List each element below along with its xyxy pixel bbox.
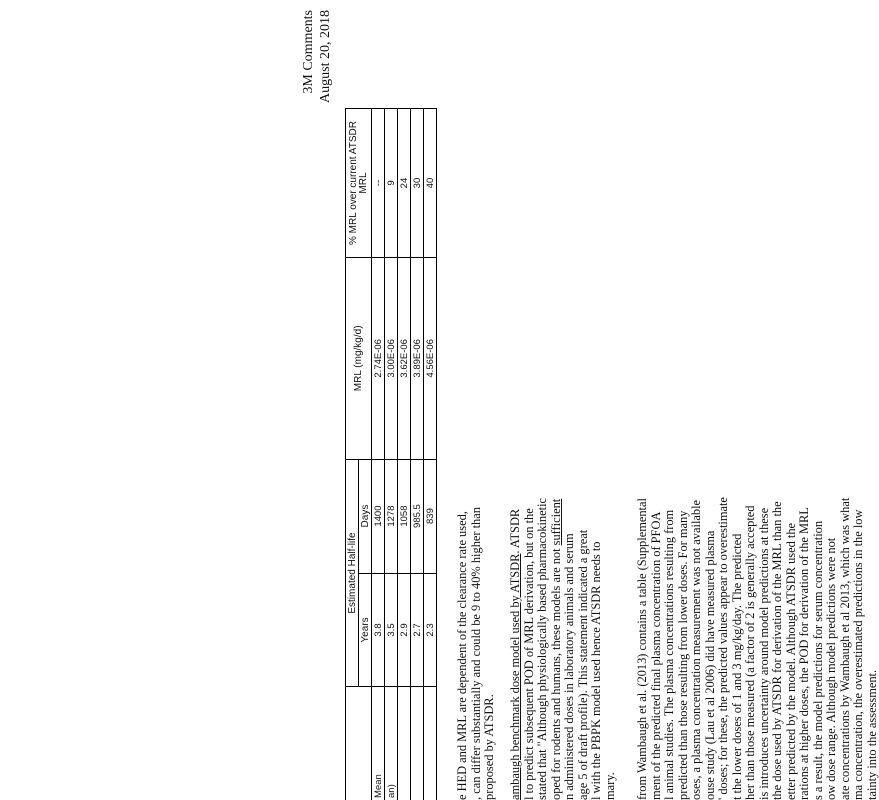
text-line: oses, a plasma concentration measurement was not available [689,499,703,800]
row-label [424,687,437,800]
text-line: ow dose range. Although model predictions were not [824,537,838,800]
years-cell: 2.7 [411,573,424,687]
text-line: t the lower doses of 1 and 3 mg/kg/day. The predicted [729,533,744,800]
text-line: proposed by ATSDR. [482,694,496,800]
table-row [411,109,424,800]
years-cell: 2.9 [398,573,411,687]
row-label [411,687,424,800]
mrl-cell: 3.62E-06 [398,258,411,460]
text-line: ma concentration, the overestimated predictions in the low [851,509,865,800]
text-line: ' doses; for these, the predicted values appear to overestimate [716,497,730,800]
text-span: . ATSDR [508,508,522,554]
years-cell: 2.3 [424,573,437,687]
text-line: mary. [602,772,617,800]
days-cell: 1400 [372,459,385,573]
pct-cell: 30 [411,109,424,258]
mrl-cell: 2.74E-06 [372,258,385,460]
text-line: e HED and MRL are dependent of the clearance rate used, [455,511,469,800]
header-title: 3M Comments [301,10,316,94]
pct-cell: 40 [424,109,437,258]
years-column-header: Years [359,573,372,687]
text-line: etter predicted by the model. Although ATSDR used the [783,522,798,800]
text-line: s a result, the model predictions for serum concentration [810,520,825,800]
mrl-cell: 3.00E-06 [385,258,398,460]
text-span: oped for rodents and humans, these models are not [548,545,563,800]
text-line: l with the PBPK model used hence ATSDR needs to [589,541,603,800]
text-line: stated that "Although physiologically based pharmacokinetic [535,497,549,800]
text-line [509,0,523,800]
clearance-paragraph [456,0,497,800]
table-row [385,109,398,800]
table-header-row [346,109,359,800]
text-line: predicted than those resulting from lower doses. For many [675,510,690,800]
row-label: an) [385,687,398,800]
table-row [398,109,411,800]
years-cell: 3.8 [372,573,385,687]
text-line: , can differ substantially and could be 9 to 40% higher than [468,507,483,800]
comment-header [300,10,334,170]
text-line: l animal studies. The plasma concentrations resulting from [662,509,676,800]
text-line: ate concentrations by Wambaugh et al 2013, which was what [837,497,852,800]
text-line: is introduces uncertainty around model predictions at these [756,507,771,800]
text-line: the dose used by ATSDR for derivation of the MRL than the [770,501,784,800]
pct-cell: 9 [385,109,398,258]
half-life-group-header: Estimated Half-life [346,459,359,687]
text-line: age 5 of draft profile). This statement indicated a great [575,529,590,800]
text-line: rations at higher doses, the POD for derivation of the MRL [797,507,811,800]
underlined-text: sufficient [548,498,563,546]
underlined-text: ambaugh benchmark dose model used by ATSDR [508,553,522,800]
half-life-table [345,108,437,800]
days-cell: 1278 [385,459,398,573]
days-cell: 985.5 [411,459,424,573]
years-cell: 3.5 [385,573,398,687]
mrl-cell: 3.89E-06 [411,258,424,460]
days-cell: 1058 [398,459,411,573]
text-line: l to predict subsequent POD of MRL derivation, but on the [521,508,536,800]
text-line: her than those measured (a factor of 2 is generally accepted [743,505,757,800]
table-header-blank [346,687,372,800]
days-cell: 839 [424,459,437,573]
days-column-header: Days [359,459,372,573]
text-line: ment of the predicted final plasma concentration of PFOA [648,511,663,800]
text-line: from Wambaugh et al. (2013) contains a table (Supplemental [635,498,649,800]
row-label: Mean [372,687,385,800]
pct-cell: -- [372,109,385,258]
table-row [424,109,437,800]
pbpk-paragraph [509,0,617,800]
header-date: August 20, 2018 [318,10,333,103]
mrl-cell: 4.56E-06 [424,258,437,460]
text-line [550,0,564,800]
row-label [398,687,411,800]
pct-mrl-column-header: % MRL over current ATSDR MRL [346,109,372,258]
wambaugh-paragraph [636,0,879,800]
mrl-column-header: MRL (mg/kg/d) [346,258,372,460]
table-row [372,109,385,800]
pct-cell: 24 [398,109,411,258]
text-line: n administered doses in laboratory animals and serum [562,533,576,800]
text-line: tainty into the assessment. [864,669,879,800]
text-line: ouse study (Lau et al 2006) did have measured plasma [702,530,717,800]
